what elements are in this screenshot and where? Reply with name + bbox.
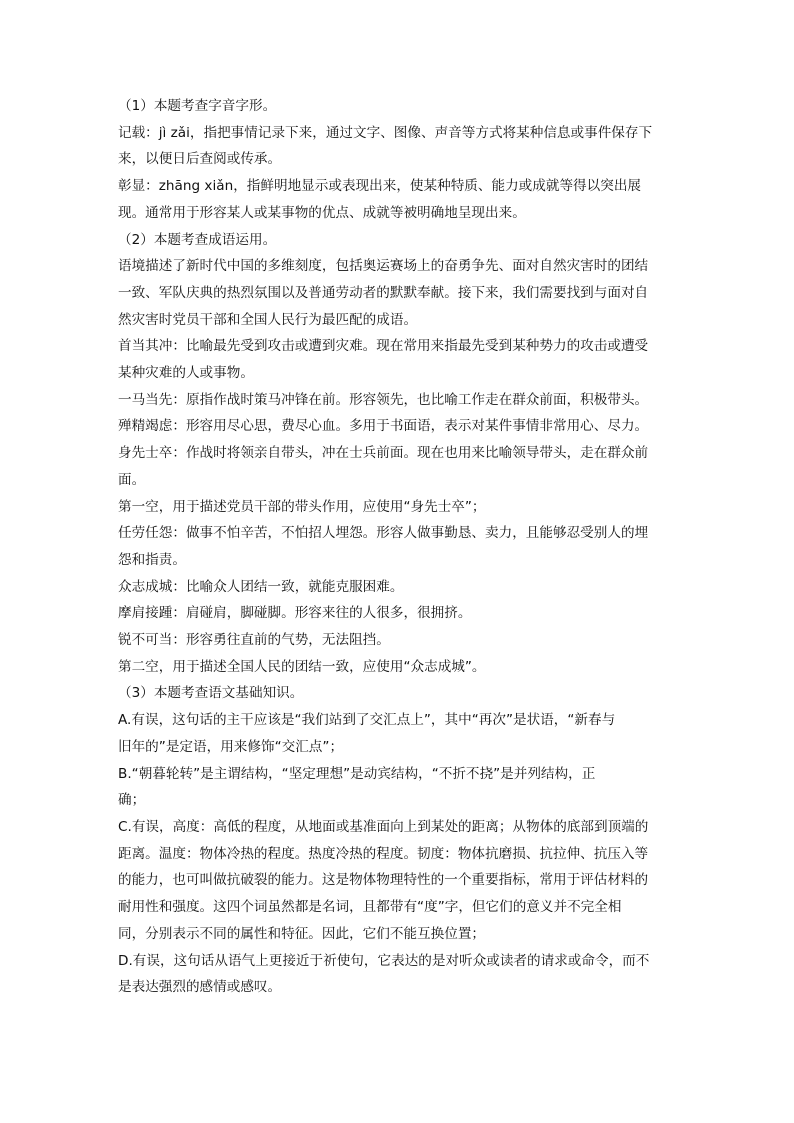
answer-text-block [118, 93, 678, 1001]
paragraph-line: 记载：jì zǎi，指把事情记录下来，通过文字、图像、声音等方式将某种信息或事件保存下 [118, 124, 653, 141]
paragraph-line: 任劳任怨：做事不怕辛苦，不怕招人埋怨。形容人做事勤恳、卖力，且能够忍受别人的埋 [118, 525, 649, 542]
section-heading-3: （3）本题考查语文基础知识。 [118, 685, 304, 702]
paragraph-line: 距离。温度：物体冷热的程度。热度冷热的程度。韧度：物体抗磨损、抗拉伸、抗压入等 [118, 845, 649, 862]
paragraph-line: 锐不可当：形容勇往直前的气势，无法阻挡。 [118, 632, 390, 649]
paragraph-line: 现。通常用于形容某人或某事物的优点、成就等被明确地呈现出来。 [118, 204, 526, 221]
paragraph-line: D.有误，这句话从语气上更接近于祈使句，它表达的是对听众或读者的请求或命令，而不 [118, 952, 650, 969]
paragraph-line: 第二空，用于描述全国人民的团结一致，应使用“众志成城”。 [118, 658, 486, 675]
paragraph-line: 同，分别表示不同的属性和特征。因此，它们不能互换位置； [118, 925, 486, 942]
paragraph-line: 摩肩接踵：肩碰肩，脚碰脚。形容来往的人很多，很拥挤。 [118, 605, 472, 622]
paragraph-line: 彰显：zhāng xiǎn，指鲜明地显示或表现出来，使某种特质、能力或成就等得以突出展 [118, 178, 642, 195]
paragraph-line: 第一空，用于描述党员干部的带头作用，应使用“身先士卒”； [118, 498, 486, 515]
section-heading-1: （1）本题考查字音字形。 [118, 98, 277, 114]
paragraph-line: 一马当先：原指作战时策马冲锋在前。形容领先，也比喻工作走在群众前面，积极带头。 [118, 391, 649, 408]
paragraph-line: B.“朝暮轮转”是主谓结构，“坚定理想”是动宾结构，“不折不挠”是并列结构，正 [118, 765, 596, 782]
paragraph-line: 确； [118, 792, 146, 809]
paragraph-line: 然灾害时党员干部和全国人民行为最匹配的成语。 [118, 311, 418, 328]
paragraph-line: A.有误，这句话的主干应该是“我们站到了交汇点上”，其中“再次”是状语，“新春与 [118, 712, 616, 729]
paragraph-line: 语境描述了新时代中国的多维刻度，包括奥运赛场上的奋勇争先、面对自然灾害时的团结 [118, 258, 649, 275]
paragraph-line: 殚精竭虑：形容用尽心思，费尽心血。多用于书面语，表示对某件事情非常用心、尽力。 [118, 418, 649, 435]
paragraph-line: 旧年的”是定语，用来修饰“交汇点”； [118, 738, 344, 755]
paragraph-line: 某种灾难的人或事物。 [118, 365, 254, 382]
paragraph-line: 的能力，也可叫做抗破裂的能力。这是物体物理特性的一个重要指标，常用于评估材料的 [118, 872, 649, 889]
paragraph-line: 首当其冲：比喻最先受到攻击或遭到灾难。现在常用来指最先受到某种势力的攻击或遭受 [118, 338, 649, 355]
paragraph-line: 面。 [118, 471, 146, 488]
paragraph-line: 来，以便日后查阅或传承。 [118, 151, 282, 168]
paragraph-line: 一致、军队庆典的热烈氛围以及普通劳动者的默默奉献。接下来，我们需要找到与面对自 [118, 284, 649, 301]
paragraph-line: 怨和指责。 [118, 551, 186, 568]
paragraph-line: 耐用性和强度。这四个词虽然都是名词，且都带有“度”字，但它们的意义并不完全相 [118, 899, 622, 916]
paragraph-line: 是表达强烈的感情或感叹。 [118, 979, 282, 996]
paragraph-line: 身先士卒：作战时将领亲自带头，冲在士兵前面。现在也用来比喻领导带头，走在群众前 [118, 445, 649, 462]
section-heading-2: （2）本题考查成语运用。 [118, 231, 277, 248]
paragraph-line: 众志成城：比喻众人团结一致，就能克服困难。 [118, 578, 404, 595]
paragraph-line: C.有误，高度：高低的程度，从地面或基准面向上到某处的距离；从物体的底部到顶端的 [118, 818, 649, 835]
